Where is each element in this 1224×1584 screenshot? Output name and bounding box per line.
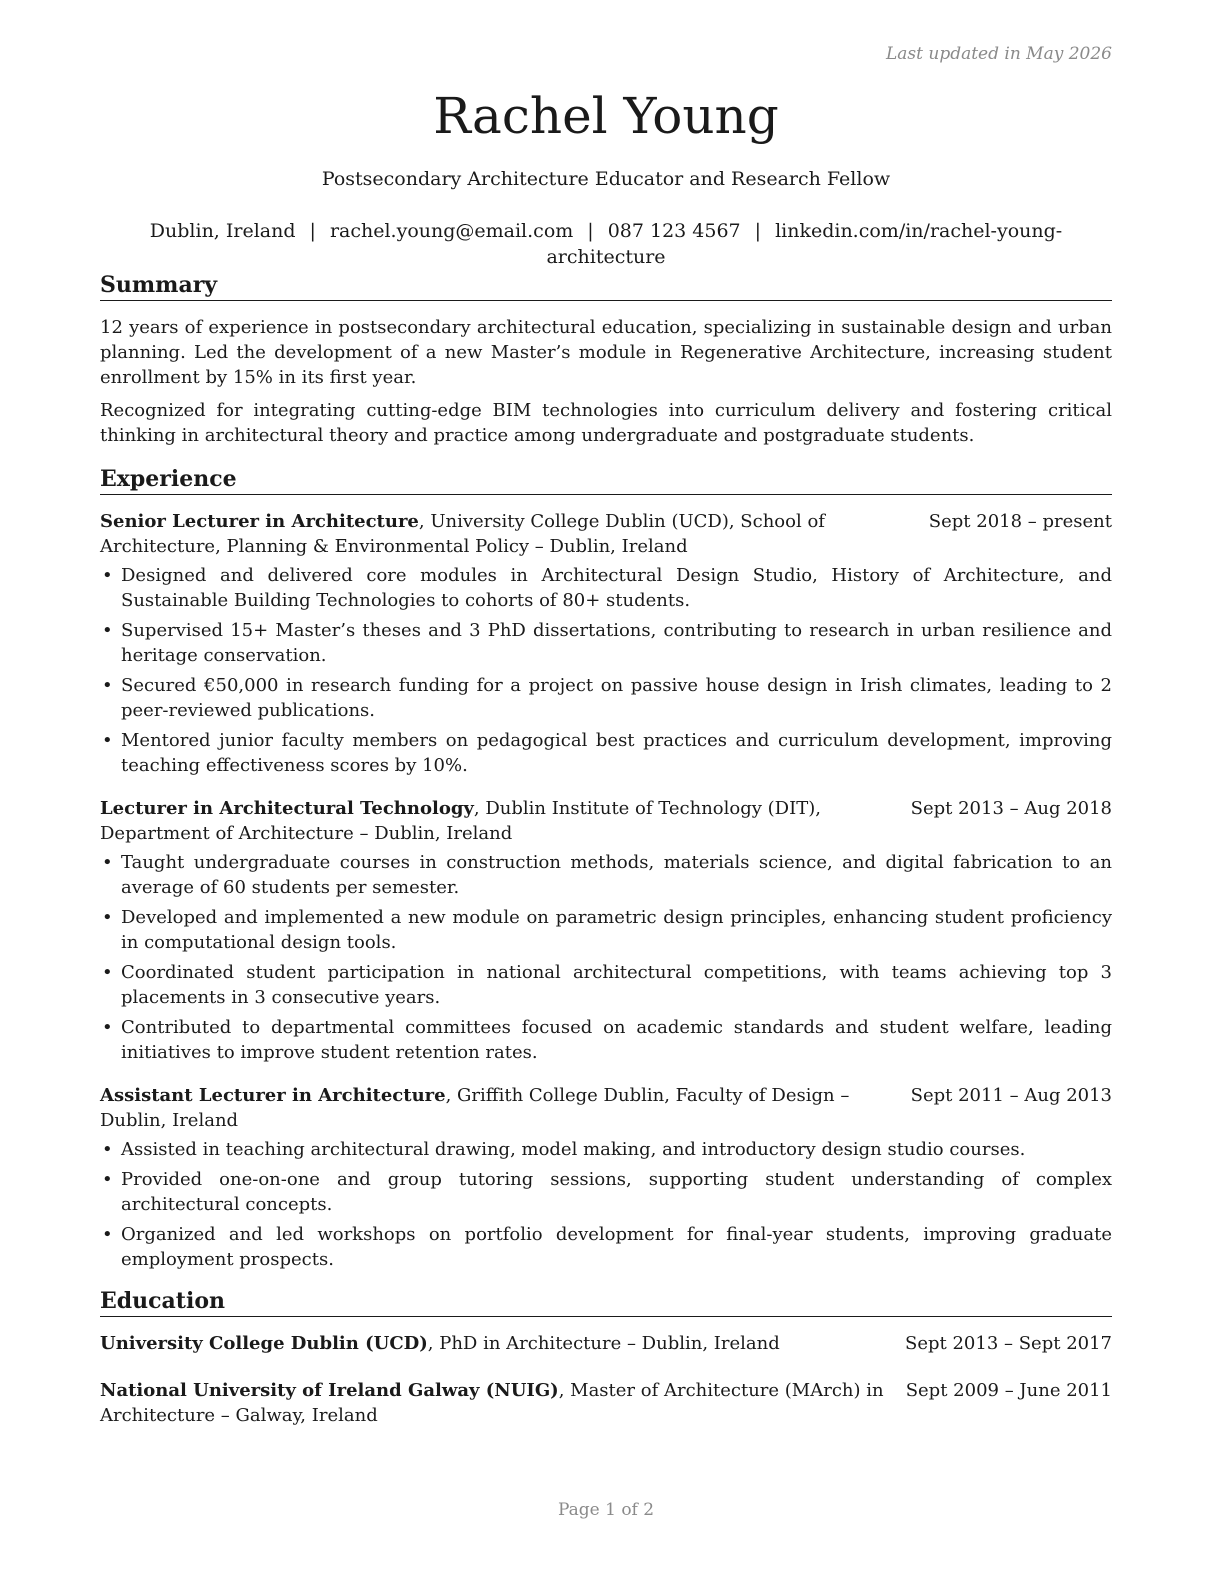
job-bullets <box>100 563 1112 778</box>
candidate-name: Rachel Young <box>433 87 779 145</box>
job-entry <box>100 796 1112 1065</box>
job-bullet: • Developed and implemented a new module on parametric design principles, enhancing student proficiency in computational design tools. <box>100 905 1112 955</box>
job-organization: , Dublin Institute of Technology (DIT), Department of Architecture – Dublin, Ireland <box>100 798 821 844</box>
candidate-tagline: Postsecondary Architecture Educator and Research Fellow <box>321 168 891 190</box>
job-bullet: • Coordinated student participation in national architectural competitions, with teams achieving top 3 placements in 3 consecutive years. <box>100 960 1112 1010</box>
job-header <box>100 509 1112 559</box>
summary-paragraph: 12 years of experience in postsecondary architectural education, specializing in sustainable design and urban planning. Led the development of a new Master’s module in Regenerative Architecture, increasing student enrollment by 15% in its first year. <box>100 317 1112 388</box>
job-dates: Sept 2018 – present <box>928 511 1112 532</box>
job-bullet: • Mentored junior faculty members on pedagogical best practices and curriculum development, improving teaching effectiveness scores by 10%. <box>100 728 1112 778</box>
job-bullets <box>100 1137 1112 1272</box>
education-entry <box>100 1378 1112 1428</box>
education-dates: Sept 2013 – Sept 2017 <box>905 1333 1112 1354</box>
summary-section <box>100 270 1112 448</box>
job-bullet: • Assisted in teaching architectural drawing, model making, and introductory design studio courses. <box>100 1137 1112 1162</box>
page-number: Page 1 of 2 <box>557 1500 655 1520</box>
education-detail: , Master of Architecture (MArch) in Architecture – Galway, Ireland <box>100 1380 884 1426</box>
section-title-education: Education <box>100 1286 1112 1317</box>
job-header <box>100 796 1112 846</box>
education-dates: Sept 2009 – June 2011 <box>905 1380 1112 1401</box>
resume-content <box>100 270 1112 1450</box>
contact-separator: | <box>309 220 316 242</box>
experience-section <box>100 464 1112 1272</box>
job-dates: Sept 2011 – Aug 2013 <box>910 1085 1112 1106</box>
job-bullet: • Provided one-on-one and group tutoring sessions, supporting student understanding of complex architectural concepts. <box>100 1167 1112 1217</box>
contact-location: Dublin, Ireland <box>149 220 296 242</box>
job-bullet: • Secured €50,000 in research funding for a project on passive house design in Irish climates, leading to 2 peer-reviewed publications. <box>100 673 1112 723</box>
job-bullet: • Supervised 15+ Master’s theses and 3 PhD dissertations, contributing to research in urban resilience and heritage conservation. <box>100 618 1112 668</box>
section-title-experience: Experience <box>100 464 1112 495</box>
job-dates: Sept 2013 – Aug 2018 <box>910 798 1112 819</box>
contact-phone: 087 123 4567 <box>607 220 741 242</box>
job-header <box>100 1083 1112 1133</box>
contact-separator: | <box>587 220 594 242</box>
job-organization: , Griffith College Dublin, Faculty of Design – Dublin, Ireland <box>100 1085 850 1131</box>
education-detail: , PhD in Architecture – Dublin, Ireland <box>427 1333 780 1354</box>
job-role: Senior Lecturer in Architecture <box>100 511 419 532</box>
job-bullets <box>100 850 1112 1065</box>
job-entry <box>100 509 1112 778</box>
contact-separator: | <box>754 220 762 242</box>
education-school: University College Dublin (UCD) <box>100 1333 428 1354</box>
contact-line <box>100 218 1112 270</box>
education-entry <box>100 1331 1112 1356</box>
job-bullet: • Organized and led workshops on portfolio development for final-year students, improving graduate employment prospects. <box>100 1222 1112 1272</box>
resume-page <box>100 0 1112 1584</box>
section-title-summary: Summary <box>100 270 1112 301</box>
job-bullet: • Taught undergraduate courses in construction methods, materials science, and digital fabrication to an average of 60 students per semester. <box>100 850 1112 900</box>
job-bullet: • Designed and delivered core modules in Architectural Design Studio, History of Architecture, and Sustainable Building Technologies to cohorts of 80+ students. <box>100 563 1112 613</box>
job-entry <box>100 1083 1112 1272</box>
job-role: Assistant Lecturer in Architecture <box>100 1085 446 1106</box>
job-organization: , University College Dublin (UCD), School of Architecture, Planning & Environmental Policy – Dublin, Ireland <box>100 511 825 557</box>
summary-paragraph: Recognized for integrating cutting-edge BIM technologies into curriculum delivery and fostering critical thinking in architectural theory and practice among undergraduate and postgraduate students. <box>100 400 1112 446</box>
education-school: National University of Ireland Galway (NUIG) <box>100 1380 559 1401</box>
contact-email[interactable]: rachel.young@email.com <box>329 220 574 242</box>
job-bullet: • Contributed to departmental committees focused on academic standards and student welfare, leading initiatives to improve student retention rates. <box>100 1015 1112 1065</box>
education-section <box>100 1286 1112 1428</box>
last-updated-note: Last updated in May 2026 <box>885 44 1112 64</box>
contact-linkedin[interactable]: linkedin.com/in/rachel-young-architecture <box>546 220 1063 268</box>
job-role: Lecturer in Architectural Technology <box>100 798 474 819</box>
